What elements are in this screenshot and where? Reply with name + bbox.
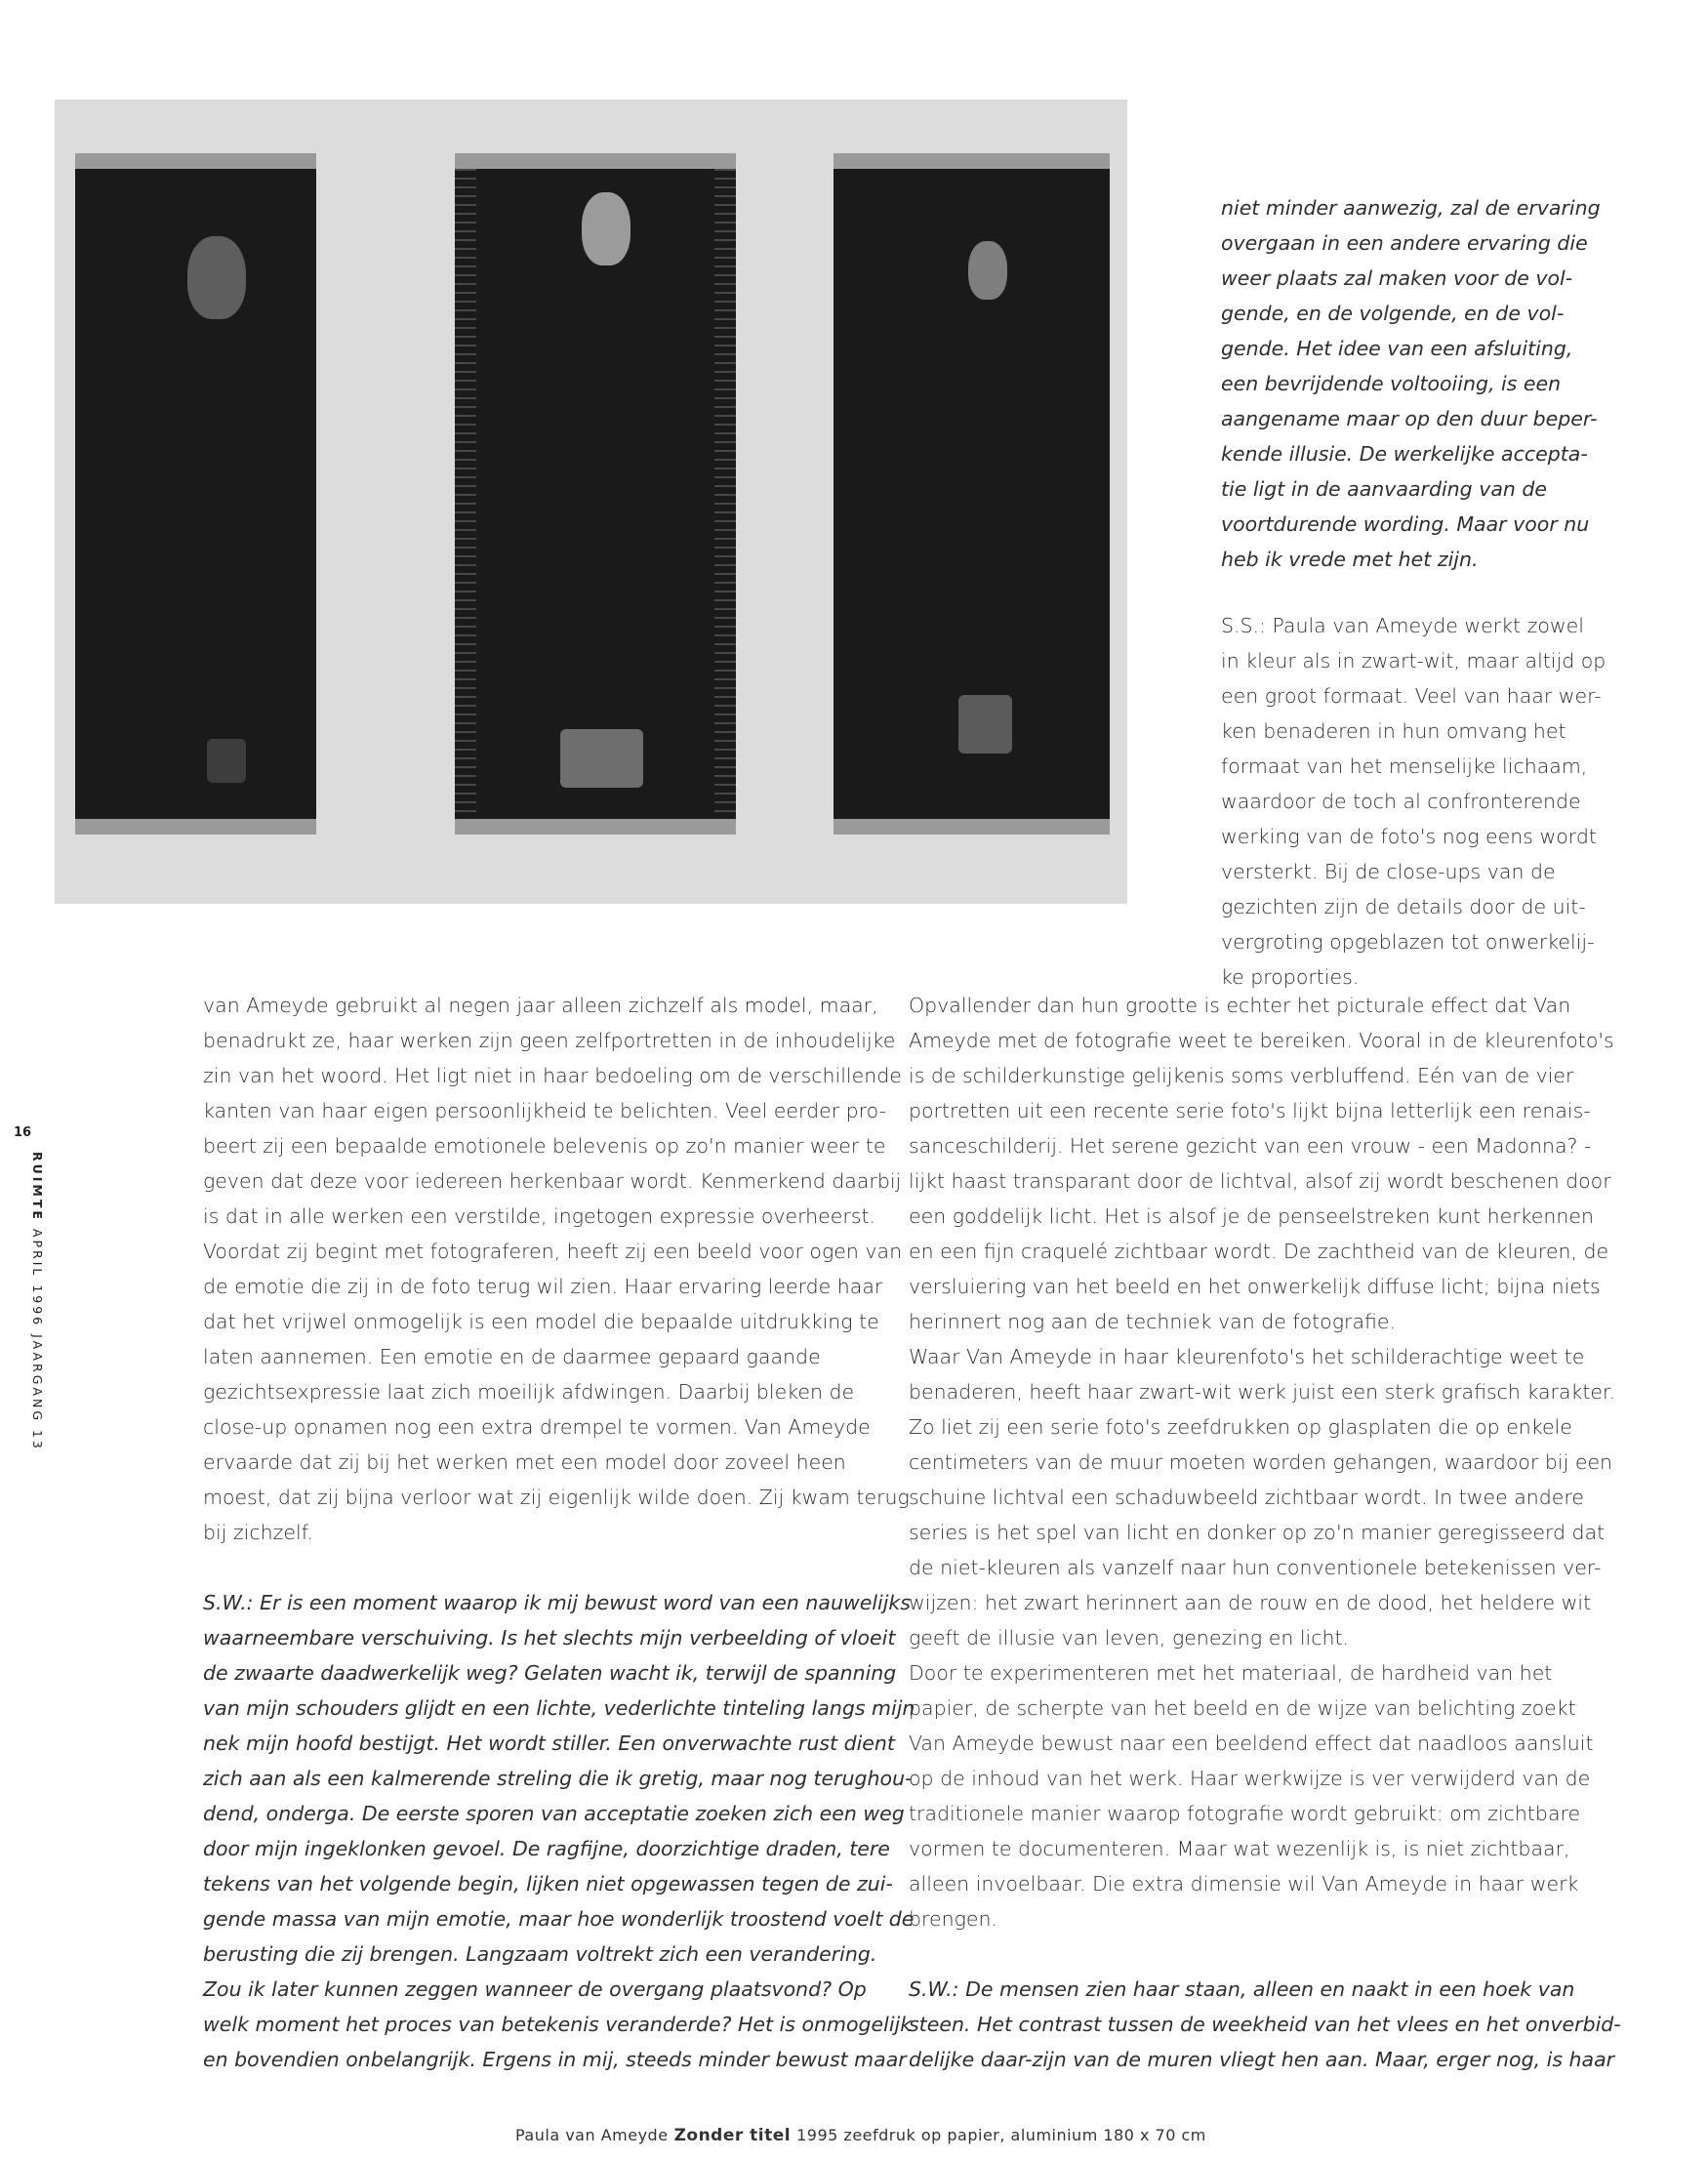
text-line: ervaarde dat zij bij het werken met een model door zoveel heen (203, 1450, 846, 1474)
text-line: steen. Het contrast tussen de weekheid van het vlees en het onverbid- (909, 2013, 1621, 2036)
text-line: van mijn schouders glijdt en een lichte, vederlichte tinteling langs mijn (203, 1696, 915, 1720)
text-line: sanceschilderij. Het serene gezicht van een vrouw - een Madonna? - (909, 1134, 1592, 1158)
page-number: 16 (14, 1125, 32, 1140)
text-line: en een fijn craquelé zichtbaar wordt. De zachtheid van de kleuren, de (909, 1240, 1609, 1263)
photo-panel-middle (455, 153, 736, 835)
text-line: in kleur als in zwart-wit, maar altijd op (1221, 649, 1606, 672)
text-line: werking van de foto's nog eens wordt (1221, 825, 1597, 848)
text-line: Ameyde met de fotografie weet te bereiken. Vooral in de kleurenfoto's (909, 1029, 1614, 1052)
right-body-text (909, 988, 1616, 1936)
text-line: een groot formaat. Veel van haar wer- (1221, 684, 1602, 708)
artwork-photo (55, 100, 1127, 904)
text-line: S.W.: De mensen zien haar staan, alleen en naakt in een hoek van (909, 1977, 1575, 2001)
text-line: op de inhoud van het werk. Haar werkwijze is ver verwijderd van de (909, 1767, 1591, 1790)
text-line: tie ligt in de aanvaarding van de (1221, 477, 1548, 501)
text-line: wijzen: het zwart herinnert aan de rouw en de dood, het heldere wit (909, 1591, 1592, 1614)
text-line: lijkt haast transparant door de lichtval, alsof zij wordt beschenen door (909, 1169, 1611, 1193)
text-line: S.W.: Er is een moment waarop ik mij bewust word van een nauwelijks (203, 1591, 911, 1614)
text-line: gende massa van mijn emotie, maar hoe wonderlijk troostend voelt de (203, 1907, 915, 1931)
text-line: welk moment het proces van betekenis veranderde? Het is onmogelijk (203, 2013, 913, 2036)
text-line: ke proporties. (1221, 965, 1360, 989)
issue-date: APRIL 1996 (30, 1228, 45, 1328)
text-line: de emotie die zij in de foto terug wil zien. Haar ervaring leerde haar (203, 1275, 883, 1298)
text-line: van Ameyde gebruikt al negen jaar alleen zichzelf als model, maar, (203, 994, 878, 1017)
text-line: herinnert nog aan de techniek van de fotografie. (909, 1310, 1397, 1333)
left-body-text (203, 988, 910, 1550)
text-line: moest, dat zij bijna verloor wat zij eigenlijk wilde doen. Zij kwam terug (203, 1486, 910, 1509)
text-line: benadrukt ze, haar werken zijn geen zelfportretten in de inhoudelijke (203, 1029, 896, 1052)
text-line: waardoor de toch al confronterende (1221, 790, 1581, 813)
text-line: brengen. (909, 1907, 998, 1931)
text-line: Door te experimenteren met het materiaal, de hardheid van het (909, 1661, 1553, 1685)
text-line: heb ik vrede met het zijn. (1221, 548, 1479, 571)
left-italic-text (203, 1585, 915, 2077)
text-line: delijke daar-zijn van de muren vliegt hen aan. Maar, erger nog, is haar (909, 2048, 1615, 2071)
text-line: centimeters van de muur moeten worden gehangen, waardoor bij een (909, 1450, 1613, 1474)
text-line: nek mijn hoofd bestijgt. Het wordt stiller. Een onverwachte rust dient (203, 1732, 895, 1755)
text-line: aangename maar op den duur beper- (1221, 407, 1598, 430)
text-line: zich aan als een kalmerende streling die ik gretig, maar nog terughou- (203, 1767, 913, 1790)
text-line: geeft de illusie van leven, genezing en licht. (909, 1626, 1350, 1650)
text-line: schuine lichtval een schaduwbeeld zichtbaar wordt. In twee andere (909, 1486, 1584, 1509)
text-line: ken benaderen in hun omvang het (1221, 719, 1566, 743)
volume-label: JAARGANG 13 (30, 1334, 45, 1451)
text-line: dend, onderga. De eerste sporen van acceptatie zoeken zich een weg (203, 1802, 905, 1825)
text-line: door mijn ingeklonken gevoel. De ragfijne, doorzichtige draden, tere (203, 1837, 890, 1860)
text-line: papier, de scherpte van het beeld en de wijze van belichting zoekt (909, 1696, 1576, 1720)
text-line: zin van het woord. Het ligt niet in haar bedoeling om de verschillende (203, 1064, 902, 1087)
text-line: berusting die zij brengen. Langzaam voltrekt zich een verandering. (203, 1942, 877, 1966)
text-line: series is het spel van licht en donker op zo'n manier geregisseerd dat (909, 1521, 1606, 1544)
right-italic-text (909, 1972, 1621, 2077)
text-line: is de schilderkunstige gelijkenis soms verbluffend. Eén van de vier (909, 1064, 1574, 1087)
caption-title: Zonder titel (673, 2126, 792, 2145)
text-line: vergroting opgeblazen tot onwerkelij- (1221, 930, 1595, 954)
text-line: voortdurende wording. Maar voor nu (1221, 512, 1590, 536)
top-right-body-text (1221, 608, 1606, 995)
text-line: weer plaats zal maken voor de vol- (1221, 266, 1573, 290)
text-line: versluiering van het beeld en het onwerkelijk diffuse licht; bijna niets (909, 1275, 1601, 1298)
text-line: versterkt. Bij de close-ups van de (1221, 860, 1556, 883)
text-line: Zou ik later kunnen zeggen wanneer de overgang plaatsvond? Op (203, 1977, 867, 2001)
caption-artist: Paula van Ameyde (515, 2126, 669, 2144)
text-line: kanten van haar eigen persoonlijkheid te belichten. Veel eerder pro- (203, 1099, 886, 1122)
text-line: overgaan in een andere ervaring die (1221, 231, 1588, 255)
text-line: de niet-kleuren als vanzelf naar hun conventionele betekenissen ver- (909, 1556, 1602, 1579)
text-line: geven dat deze voor iedereen herkenbaar wordt. Kenmerkend daarbij (203, 1169, 902, 1193)
text-line: gezichtsexpressie laat zich moeilijk afdwingen. Daarbij bleken de (203, 1380, 855, 1404)
text-line: kende illusie. De werkelijke accepta- (1221, 442, 1588, 466)
text-line: benaderen, heeft haar zwart-wit werk juist een sterk grafisch karakter. (909, 1380, 1616, 1404)
text-line: formaat van het menselijke lichaam, (1221, 754, 1588, 778)
text-line: Voordat zij begint met fotograferen, heeft zij een beeld voor ogen van (203, 1240, 903, 1263)
photo-caption (515, 2126, 1206, 2145)
text-line: portretten uit een recente serie foto's lijkt bijna letterlijk een renais- (909, 1099, 1591, 1122)
text-line: laten aannemen. Een emotie en de daarmee gepaard gaande (203, 1345, 821, 1368)
text-line: Van Ameyde bewust naar een beeldend effect dat naadloos aansluit (909, 1732, 1594, 1755)
text-line: een bevrijdende voltooiing, is een (1221, 372, 1562, 395)
text-line: Opvallender dan hun grootte is echter het picturale effect dat Van (909, 994, 1571, 1017)
text-line: en bovendien onbelangrijk. Ergens in mij, steeds minder bewust maar (203, 2048, 907, 2071)
caption-details: 1995 zeefdruk op papier, aluminium 180 x 70 cm (796, 2126, 1206, 2144)
text-line: alleen invoelbaar. Die extra dimensie wil Van Ameyde in haar werk (909, 1872, 1579, 1895)
text-line: dat het vrijwel onmogelijk is een model die bepaalde uitdrukking te (203, 1310, 879, 1333)
text-line: is dat in alle werken een verstilde, ingetogen expressie overheerst. (203, 1204, 876, 1228)
text-line: waarneembare verschuiving. Is het slechts mijn verbeelding of vloeit (203, 1626, 896, 1650)
left-column (203, 988, 915, 2077)
text-line: bij zichzelf. (203, 1521, 313, 1544)
magazine-name: RUIMTE (30, 1152, 45, 1222)
text-line: tekens van het volgende begin, lijken niet opgewassen tegen de zui- (203, 1872, 893, 1895)
text-line: gende. Het idee van een afsluiting, (1221, 337, 1573, 360)
text-line: de zwaarte daadwerkelijk weg? Gelaten wacht ik, terwijl de spanning (203, 1661, 897, 1685)
text-line: beert zij een bepaalde emotionele belevenis op zo'n manier weer te (203, 1134, 886, 1158)
text-line: een goddelijk licht. Het is alsof je de penseelstreken kunt herkennen (909, 1204, 1595, 1228)
text-line: niet minder aanwezig, zal de ervaring (1221, 196, 1601, 220)
photo-panel-right (834, 153, 1110, 835)
photo-panel-left (75, 153, 316, 835)
right-column (909, 988, 1621, 2077)
text-line: Zo liet zij een serie foto's zeefdrukken op glasplaten die op enkele (909, 1415, 1572, 1439)
text-line: gezichten zijn de details door de uit- (1221, 895, 1586, 918)
text-line: vormen te documenteren. Maar wat wezenlijk is, is niet zichtbaar, (909, 1837, 1570, 1860)
text-line: Waar Van Ameyde in haar kleurenfoto's het schilderachtige weet te (909, 1345, 1585, 1368)
top-right-italic-text (1221, 190, 1601, 577)
text-line: gende, en de volgende, en de vol- (1221, 302, 1565, 325)
text-line: traditionele manier waarop fotografie wordt gebruikt: om zichtbare (909, 1802, 1581, 1825)
side-running-head (30, 1152, 45, 1451)
text-line: close-up opnamen nog een extra drempel te vormen. Van Ameyde (203, 1415, 871, 1439)
text-line: S.S.: Paula van Ameyde werkt zowel (1221, 614, 1584, 637)
